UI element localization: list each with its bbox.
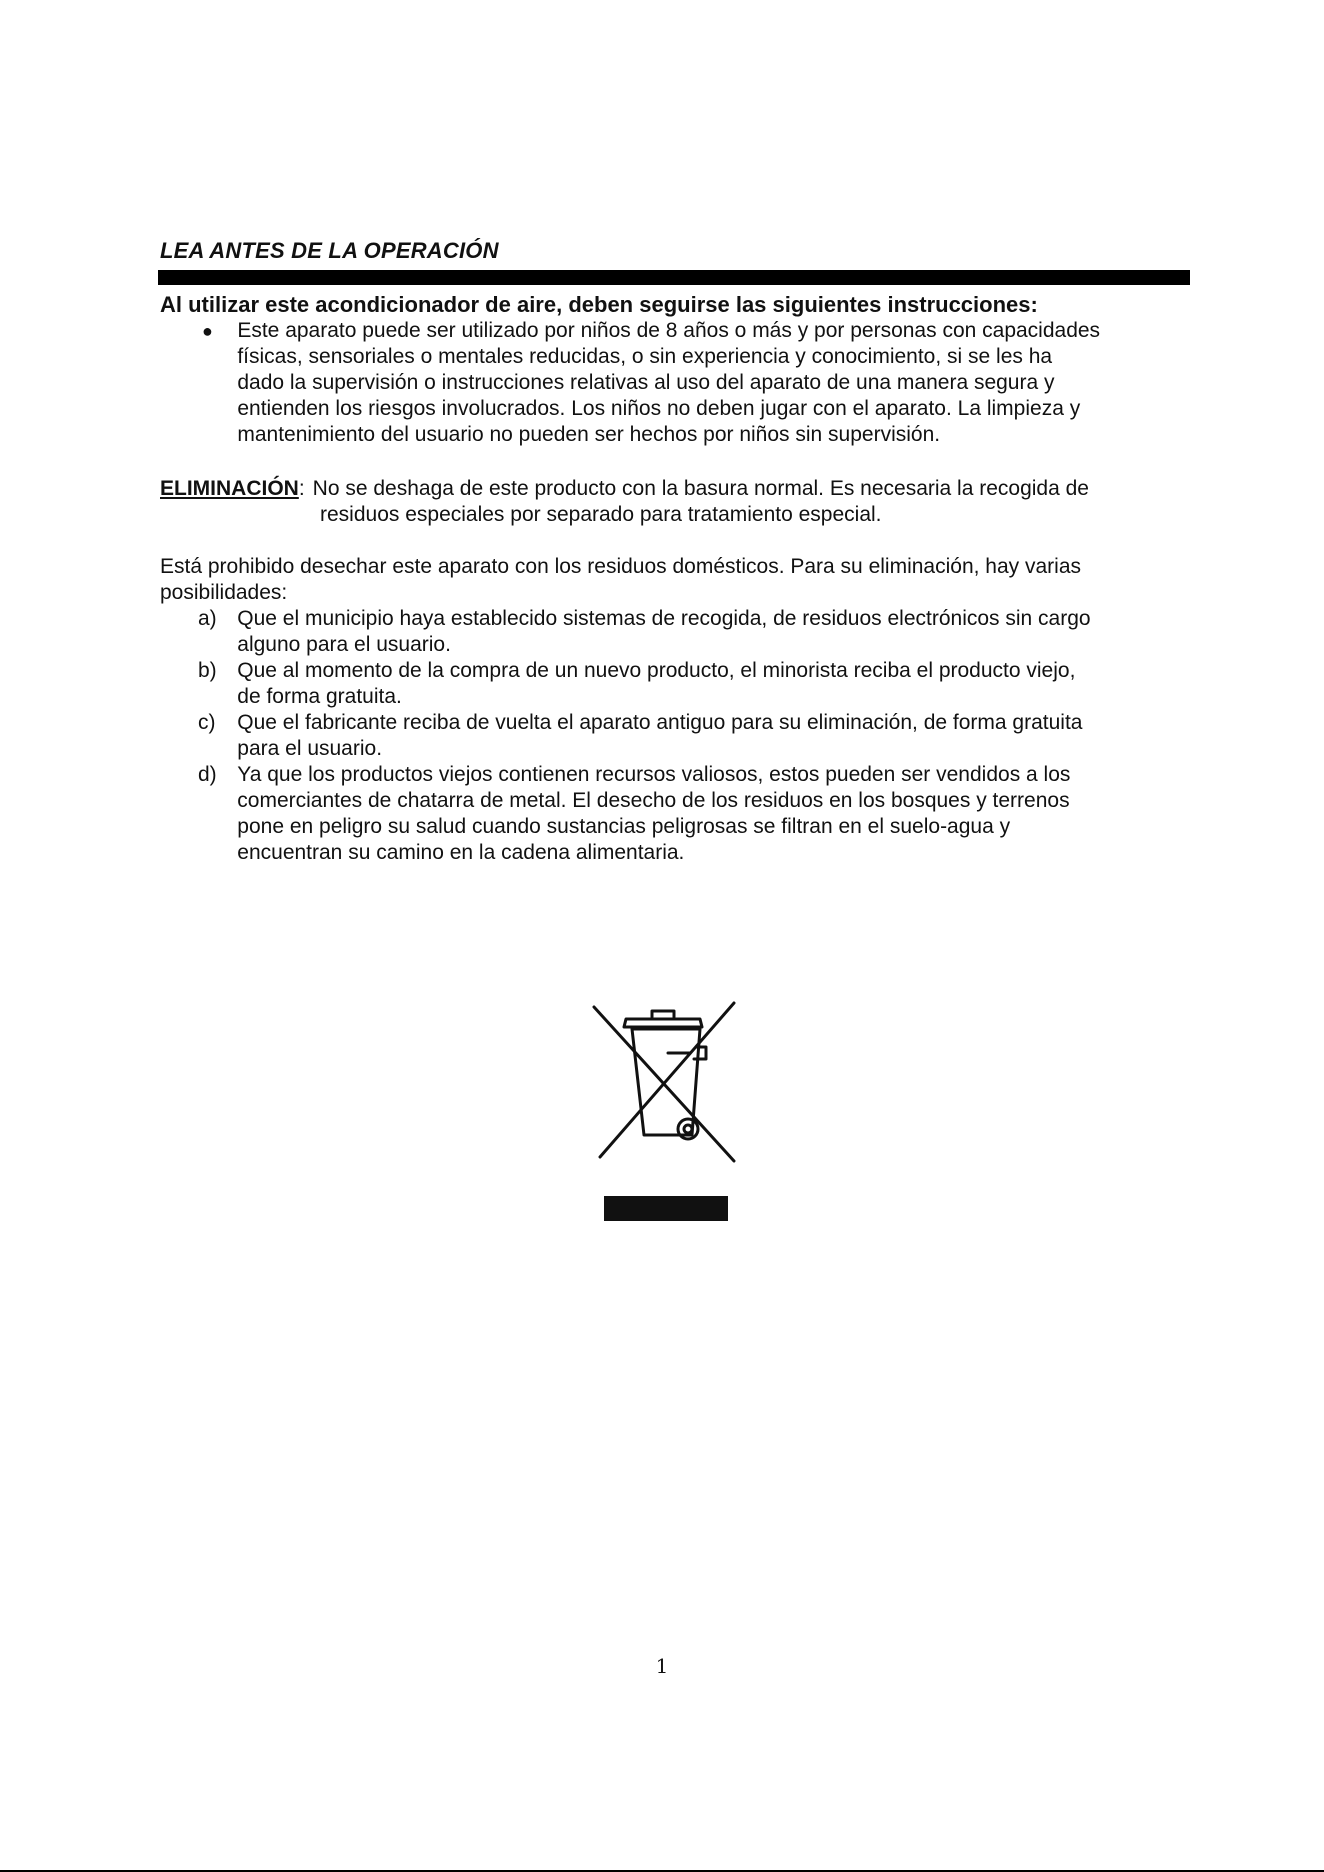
- text-line: Está prohibido desechar este aparato con los residuos domésticos. Para su eliminación, hay varias: [160, 555, 1081, 578]
- list-item: [160, 658, 1180, 710]
- text-line: Que el fabricante reciba de vuelta el aparato antiguo para su eliminación, de forma gratuita: [237, 711, 1083, 734]
- options-list: [160, 606, 1180, 866]
- crossed-out-wheelie-bin-icon: [588, 995, 740, 1221]
- list-item: [160, 606, 1180, 658]
- disposal-section: [160, 476, 1180, 528]
- section-heading: LEA ANTES DE LA OPERACIÓN: [160, 238, 499, 263]
- disposal-text-line: residuos especiales por separado para tratamiento especial.: [320, 503, 882, 526]
- text-line: Ya que los productos viejos contienen recursos valiosos, estos pueden ser vendidos a los: [237, 763, 1071, 786]
- list-letter: c): [198, 711, 216, 734]
- list-letter: a): [198, 607, 217, 630]
- text-line: mantenimiento del usuario no pueden ser hechos por niños sin supervisión.: [237, 423, 941, 446]
- heading-rule: [158, 270, 1190, 285]
- text-line: dado la supervisión o instrucciones relativas al uso del aparato de una manera segura y: [237, 371, 1055, 394]
- text-line: entienden los riesgos involucrados. Los niños no deben jugar con el aparato. La limpieza y: [237, 397, 1081, 420]
- disposal-colon: :: [298, 477, 305, 500]
- instructions-intro: Al utilizar este acondicionador de aire, deben seguirse las siguientes instrucciones:: [160, 292, 1038, 317]
- list-item: [160, 762, 1180, 866]
- list-letter: b): [198, 659, 217, 682]
- page-number: 1: [655, 1654, 669, 1678]
- text-line: Este aparato puede ser utilizado por niños de 8 años o más y por personas con capacidades: [237, 319, 1101, 342]
- bullet-icon: ●: [202, 321, 213, 341]
- list-item: [160, 318, 1180, 448]
- text-line: pone en peligro su salud cuando sustancias peligrosas se filtran en el suelo-agua y: [237, 815, 1011, 838]
- text-line: encuentran su camino en la cadena alimentaria.: [237, 841, 685, 864]
- text-line: físicas, sensoriales o mentales reducidas, o sin experiencia y conocimiento, si se les ha: [237, 345, 1053, 368]
- text-line: de forma gratuita.: [237, 685, 402, 708]
- disposal-text-line: No se deshaga de este producto con la basura normal. Es necesaria la recogida de: [312, 477, 1089, 500]
- text-line: Que el municipio haya establecido sistemas de recogida, de residuos electrónicos sin cargo: [237, 607, 1091, 630]
- text-line: comerciantes de chatarra de metal. El desecho de los residuos en los bosques y terrenos: [237, 789, 1070, 812]
- bullet-text: [237, 318, 1180, 448]
- list-letter: d): [198, 763, 217, 786]
- disposal-label: ELIMINACIÓN: [160, 477, 299, 500]
- text-line: para el usuario.: [237, 737, 383, 760]
- list-item: [160, 710, 1180, 762]
- prohibited-paragraph: [160, 554, 1180, 606]
- text-line: posibilidades:: [160, 581, 288, 604]
- bullet-list: [160, 318, 1180, 448]
- text-line: Que al momento de la compra de un nuevo producto, el minorista reciba el producto viejo,: [237, 659, 1076, 682]
- text-line: alguno para el usuario.: [237, 633, 451, 656]
